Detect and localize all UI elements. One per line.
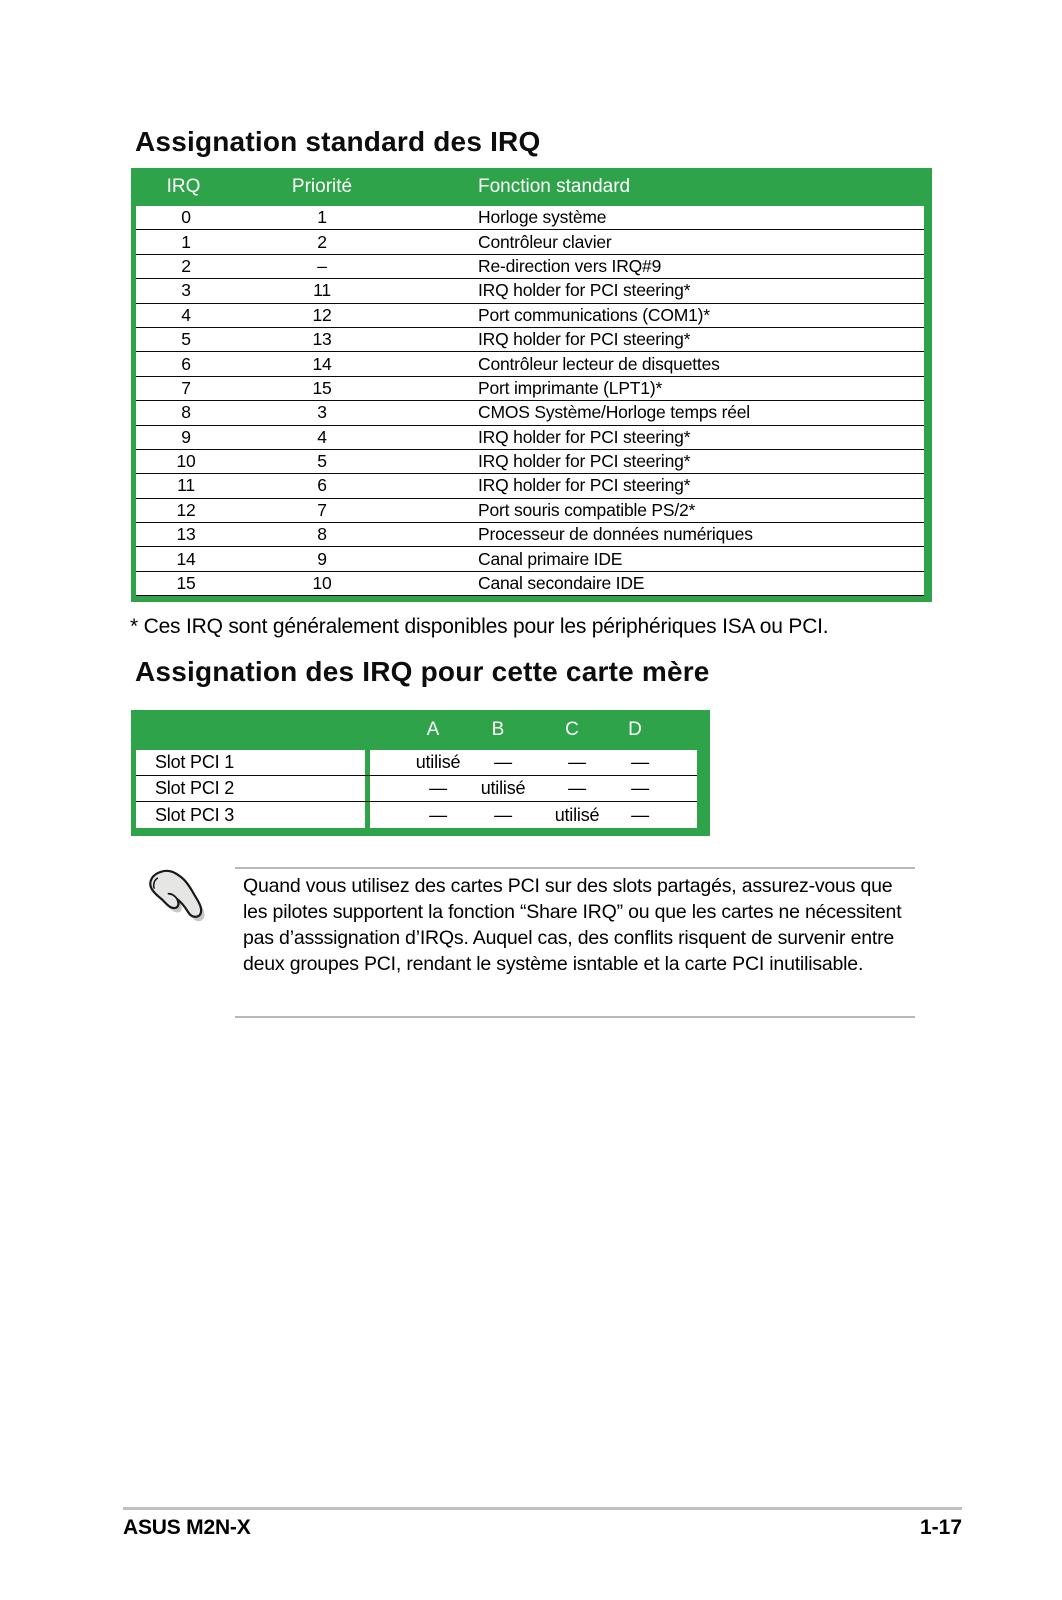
table-row — [136, 206, 924, 230]
priority-cell: 2 — [317, 231, 327, 252]
priority-cell: 3 — [317, 402, 327, 423]
note-text: Quand vous utilisez des cartes PCI sur des slots partagés, assurez-vous que les pilotes supportent la fonction “Share IRQ” ou que les cartes ne nécessitent pas d’asssignation d’IRQs. Auquel cas, des conflits risquent de survenir entre deux groupes PCI, rendant le système isntable et la carte PCI inutilisable. — [243, 875, 902, 975]
table-row — [136, 776, 697, 802]
table-row — [136, 474, 924, 498]
function-cell: Canal primaire IDE — [478, 548, 623, 569]
slot-table-body — [136, 750, 697, 828]
irq-cell: 6 — [181, 353, 191, 374]
function-cell: Canal secondaire IDE — [478, 573, 645, 594]
slot-label: Slot PCI 2 — [155, 778, 235, 798]
table-row — [136, 328, 924, 352]
standard-irq-table-header — [131, 168, 932, 206]
priority-cell: 1 — [317, 207, 327, 228]
function-cell: IRQ holder for PCI steering* — [478, 329, 691, 350]
priority-cell: 14 — [312, 353, 332, 374]
priority-cell: 10 — [312, 573, 332, 594]
function-cell: Processeur de données numériques — [478, 524, 753, 545]
irq-cell: 2 — [181, 255, 191, 276]
footer-page-number: 1-17 — [919, 1516, 962, 1539]
table-row — [136, 426, 924, 450]
irq-cell: 14 — [176, 548, 196, 569]
irq-cell: 7 — [181, 377, 191, 398]
irq-cell: 1 — [181, 231, 191, 252]
column-header-c: C — [565, 719, 579, 740]
table-row — [136, 802, 697, 828]
irq-footnote: * Ces IRQ sont généralement disponibles pour les périphériques ISA ou PCI. — [130, 615, 829, 638]
standard-irq-table — [131, 168, 932, 602]
slot-cell: — — [429, 778, 447, 798]
pointing-hand-icon — [138, 866, 210, 928]
slot-cell: utilisé — [415, 752, 461, 772]
slot-cell: — — [631, 804, 649, 825]
irq-cell: 12 — [176, 499, 196, 520]
column-header-irq: IRQ — [166, 176, 201, 197]
priority-cell: 5 — [317, 451, 327, 472]
table-row — [136, 230, 924, 254]
slot-cell: — — [494, 804, 512, 825]
irq-cell: 4 — [181, 304, 191, 325]
priority-cell: 6 — [317, 475, 327, 496]
function-cell: IRQ holder for PCI steering* — [478, 475, 691, 496]
table-row — [136, 304, 924, 328]
slot-cell: utilisé — [554, 804, 600, 825]
irq-cell: 3 — [181, 280, 191, 301]
slot-cell: — — [429, 804, 447, 825]
irq-cell: 11 — [177, 475, 195, 496]
table-row — [136, 523, 924, 547]
function-cell: Port imprimante (LPT1)* — [478, 377, 663, 398]
table-row — [136, 572, 924, 596]
irq-cell: 13 — [176, 524, 196, 545]
priority-cell: 12 — [312, 304, 332, 325]
function-cell: Horloge système — [478, 207, 607, 228]
footer-divider — [123, 1507, 962, 1510]
section-title-standard-irq: Assignation standard des IRQ — [135, 126, 541, 157]
table-row — [136, 499, 924, 523]
motherboard-irq-table-header — [131, 710, 710, 750]
column-header-d: D — [628, 719, 642, 740]
function-cell: IRQ holder for PCI steering* — [478, 426, 691, 447]
function-cell: Re-direction vers IRQ#9 — [478, 255, 662, 276]
irq-cell: 10 — [176, 451, 196, 472]
slot-cell: — — [494, 752, 512, 772]
irq-cell: 15 — [176, 573, 196, 594]
function-cell: Port souris compatible PS/2* — [478, 499, 696, 520]
slot-label: Slot PCI 1 — [155, 752, 235, 772]
table-row — [136, 377, 924, 401]
irq-cell: 0 — [181, 207, 191, 228]
slot-cells — [370, 776, 697, 801]
section-title-motherboard-irq: Assignation des IRQ pour cette carte mère — [135, 656, 710, 687]
column-header-a: A — [426, 719, 440, 740]
function-cell: CMOS Système/Horloge temps réel — [478, 402, 750, 423]
slot-cell: — — [568, 752, 586, 772]
slot-cell: — — [631, 778, 649, 798]
slot-cells — [370, 750, 697, 775]
priority-cell: 11 — [313, 280, 331, 301]
irq-cell: 9 — [181, 426, 191, 447]
column-header-fonction: Fonction standard — [478, 176, 631, 197]
slot-cell: — — [631, 752, 649, 772]
function-cell: Contrôleur clavier — [478, 231, 612, 252]
slot-cells — [370, 802, 697, 828]
table-row — [136, 750, 697, 776]
priority-cell: 15 — [312, 377, 332, 398]
priority-cell: – — [317, 255, 327, 276]
table-row — [136, 279, 924, 303]
function-cell: Contrôleur lecteur de disquettes — [478, 353, 720, 374]
note-divider-bottom — [235, 1016, 915, 1018]
priority-cell: 4 — [317, 426, 327, 447]
priority-cell: 13 — [312, 329, 332, 350]
table-row — [136, 450, 924, 474]
table-row — [136, 352, 924, 376]
function-cell: IRQ holder for PCI steering* — [478, 451, 691, 472]
irq-cell: 8 — [181, 402, 191, 423]
slot-cell: — — [568, 778, 586, 798]
motherboard-irq-table — [131, 710, 710, 836]
slot-cell: utilisé — [480, 778, 526, 798]
slot-label: Slot PCI 3 — [155, 804, 235, 825]
header-spacer — [131, 710, 365, 750]
note-divider-top — [235, 867, 915, 869]
priority-cell: 8 — [317, 524, 327, 545]
function-cell: Port communications (COM1)* — [478, 304, 710, 325]
footer-model-name: ASUS M2N-X — [123, 1516, 251, 1539]
irq-cell: 5 — [181, 329, 191, 350]
table-row — [136, 401, 924, 425]
table-row — [136, 547, 924, 571]
irq-table-body — [136, 206, 924, 596]
function-cell: IRQ holder for PCI steering* — [478, 280, 691, 301]
priority-cell: 7 — [317, 499, 327, 520]
column-header-b: B — [491, 719, 505, 740]
column-header-priorite: Priorité — [291, 176, 353, 197]
priority-cell: 9 — [317, 548, 327, 569]
table-row — [136, 255, 924, 279]
